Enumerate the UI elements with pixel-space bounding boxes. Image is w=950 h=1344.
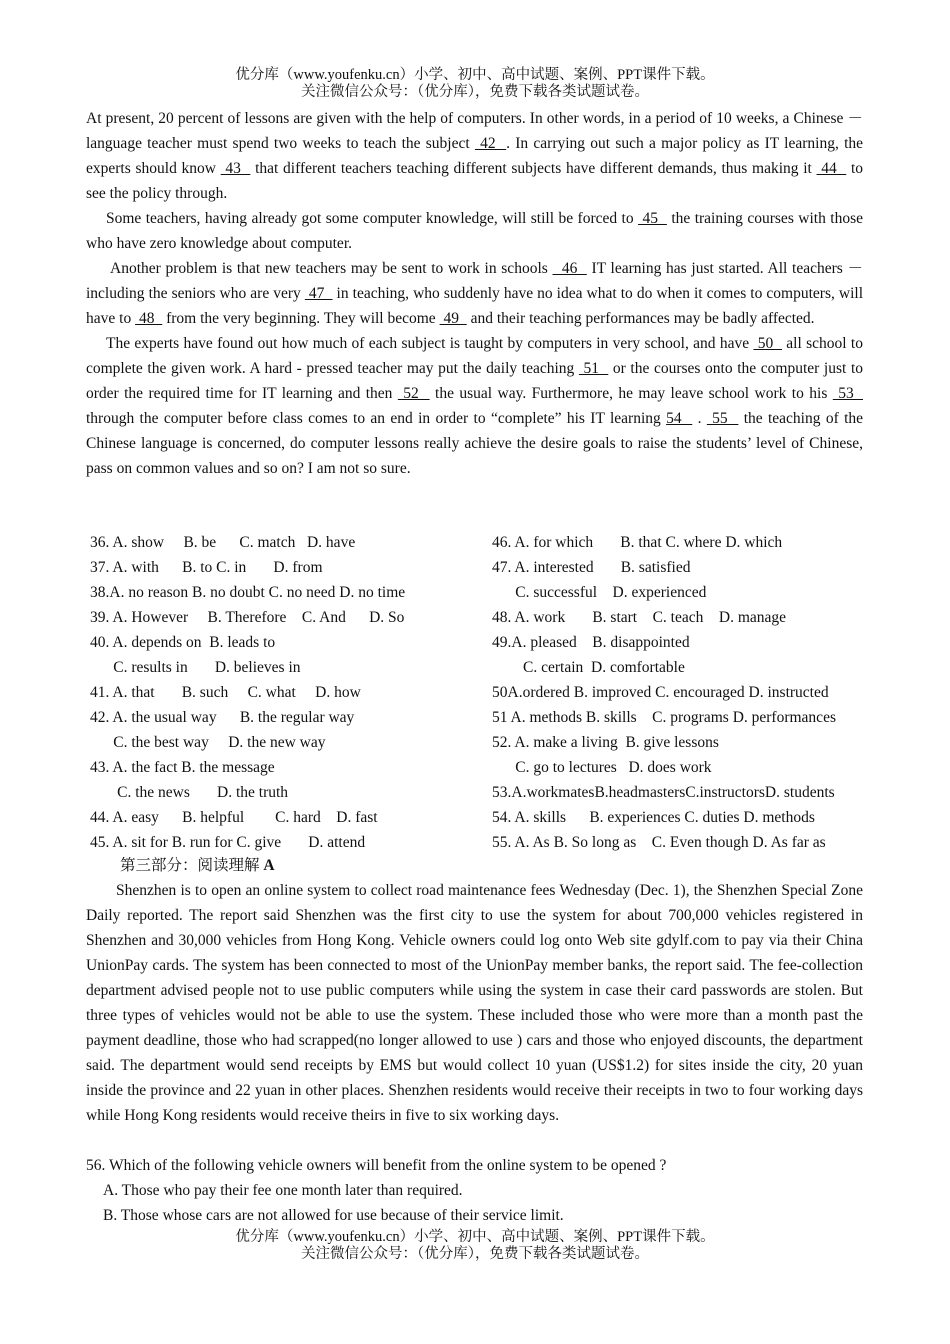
option-row: 51 A. methods B. skills C. programs D. performances — [492, 709, 836, 726]
text: the training courses with those who have zero knowledge about computer. — [86, 210, 864, 252]
blank-49: 49 — [439, 310, 467, 327]
option-row: 52. A. make a living B. give lessons — [492, 734, 719, 751]
text: in teaching, who suddenly have no idea what to do when it comes to computers, will have to — [86, 285, 864, 327]
text: IT learning has just started. All teachers － including the seniors who are very — [86, 260, 864, 302]
blank-52: 52 — [397, 385, 430, 402]
reading-paragraph: Shenzhen is to open an online system to collect road maintenance fees Wednesday (Dec. 1), the Shenzhen Special Zone Daily reported. The report said Shenzhen was the first city to use the system for about 700,000 vehicles registered in Shenzhen and 30,000 vehicles from Hong Kong. Vehicle owners could log onto Web site gdylf.com to pay via their China UnionPay cards. The system has been connected to most of the UnionPay member banks, the report said. The fee-collection department advised people not to use public computers while using the system in case their card passwords are stolen. But three types of vehicles would not be able to use the system. These included those who were more than a month past the payment deadline, those who had scrapped(no longer allowed to use ) cars and those who enjoyed discounts, the department said. The department would send receipts by EMS but would collect 10 yuan (US$1.2) for sites inside the city, 20 yuan inside the province and 22 yuan in other places. Shenzhen residents would receive their receipts in two to four working days while Hong Kong residents would receive theirs in five to six working days. — [86, 882, 863, 1124]
header-line-1: 优分库（www.youfenku.cn）小学、初中、高中试题、案例、PPT课件下载。 — [235, 67, 715, 83]
text: the teaching of the Chinese language is concerned, do computer lessons really achieve the desire goals to raise the students’ level of Chinese, pass on common values and so on? I am not so sure. — [86, 410, 864, 477]
option-row: 54. A. skills B. experiences C. duties D. methods — [492, 809, 815, 826]
cloze-paragraph-1 — [86, 106, 863, 206]
blank-54: 54 — [666, 410, 693, 427]
text: Another problem is that new teachers may be sent to work in schools — [110, 260, 553, 277]
option-row: 42. A. the usual way B. the regular way — [90, 709, 355, 726]
text: the usual way. Furthermore, he may leave school work to his — [429, 385, 833, 402]
text: through the computer before class comes to an end in order to “complete” his IT learning — [86, 410, 667, 427]
option-row: C. results in D. believes in — [90, 659, 301, 676]
option-row: 45. A. sit for B. run for C. give D. attend — [90, 834, 366, 851]
cloze-paragraph-2 — [86, 206, 863, 256]
text: to see the policy through. — [86, 160, 863, 202]
options-right-column — [492, 530, 836, 855]
text: that different teachers teaching different subjects have different demands, thus making it — [250, 160, 817, 177]
text: all school to complete the given work. A hard - pressed teacher may put the daily teaching — [86, 335, 863, 377]
footer-line-1: 优分库（www.youfenku.cn）小学、初中、高中试题、案例、PPT课件下载。 — [235, 1229, 715, 1245]
question-option-b: B. Those whose cars are not allowed for use because of their service limit. — [103, 1207, 564, 1224]
option-row: 43. A. the fact B. the message — [90, 759, 275, 776]
page-footer — [0, 1229, 950, 1263]
blank-50: 50 — [753, 335, 782, 352]
option-row: 40. A. depends on B. leads to — [90, 634, 276, 651]
option-row: 48. A. work B. start C. teach D. manage — [492, 609, 787, 626]
blank-43: 43 — [220, 160, 251, 177]
blank-48: 48 — [135, 310, 163, 327]
option-row: C. certain D. comfortable — [492, 659, 685, 676]
option-row: C. the news D. the truth — [90, 784, 289, 801]
header-line-2: 关注微信公众号：（优分库），免费下载各类试题试卷。 — [301, 84, 649, 100]
question-option-a: A. Those who pay their fee one month later than required. — [103, 1182, 463, 1199]
text: and their teaching performances may be badly affected. — [466, 310, 815, 327]
text: Some teachers, having already got some computer knowledge, will still be forced to — [106, 210, 639, 227]
option-row: 55. A. As B. So long as C. Even though D. As far as — [492, 834, 826, 851]
text: . In carrying out such a major policy as IT learning, the experts should know — [86, 135, 864, 177]
section-letter: A — [263, 857, 275, 874]
text: The experts have found out how much of each subject is taught by computers in very school, and have — [106, 335, 754, 352]
reading-passage — [86, 878, 863, 1128]
cloze-paragraph-4 — [86, 331, 863, 481]
blank-51: 51 — [578, 360, 609, 377]
section-heading — [120, 853, 275, 878]
option-row: 53.A.workmatesB.headmastersC.instructorsD. students — [492, 784, 835, 801]
blank-53: 53 — [832, 385, 864, 402]
blank-42: 42 — [474, 135, 507, 152]
option-row: 49.A. pleased B. disappointed — [492, 634, 690, 651]
footer-line-2: 关注微信公众号：（优分库），免费下载各类试题试卷。 — [301, 1246, 649, 1262]
option-row: 46. A. for which B. that C. where D. which — [492, 534, 783, 551]
option-row: 50A.ordered B. improved C. encouraged D. instructed — [492, 684, 829, 701]
blank-55: 55 — [706, 410, 739, 427]
option-row: 36. A. show B. be C. match D. have — [90, 534, 356, 551]
text: or the courses onto the computer just to order the required time for IT learning and then — [86, 360, 863, 402]
option-row: 44. A. easy B. helpful C. hard D. fast — [90, 809, 378, 826]
options-left-column — [90, 530, 405, 855]
option-row: 47. A. interested B. satisfied — [492, 559, 691, 576]
blank-47: 47 — [304, 285, 333, 302]
blank-46: 46 — [552, 260, 587, 277]
cloze-paragraph-3 — [86, 256, 863, 331]
text: from the very beginning. They will become — [162, 310, 440, 327]
blank-45: 45 — [638, 210, 667, 227]
question-stem: 56. Which of the following vehicle owners will benefit from the online system to be opened ? — [86, 1157, 667, 1174]
blank-44: 44 — [816, 160, 847, 177]
option-row: 41. A. that B. such C. what D. how — [90, 684, 361, 701]
cloze-passage — [86, 106, 863, 481]
text: . — [692, 410, 707, 427]
option-row: C. the best way D. the new way — [90, 734, 326, 751]
text: At present, 20 percent of lessons are given with the help of computers. In other words, in a period of 10 weeks, a Chinese － language teacher must spend two weeks to teach the subject — [86, 110, 863, 152]
option-row: C. successful D. experienced — [492, 584, 707, 601]
option-row: 37. A. with B. to C. in D. from — [90, 559, 323, 576]
option-row: C. go to lectures D. does work — [492, 759, 712, 776]
question-56 — [86, 1153, 863, 1228]
option-row: 38.A. no reason B. no doubt C. no need D. no time — [90, 584, 406, 601]
section-label: 第三部分：阅读理解 — [120, 857, 264, 874]
option-row: 39. A. However B. Therefore C. And D. So — [90, 609, 405, 626]
page-header — [0, 67, 950, 101]
